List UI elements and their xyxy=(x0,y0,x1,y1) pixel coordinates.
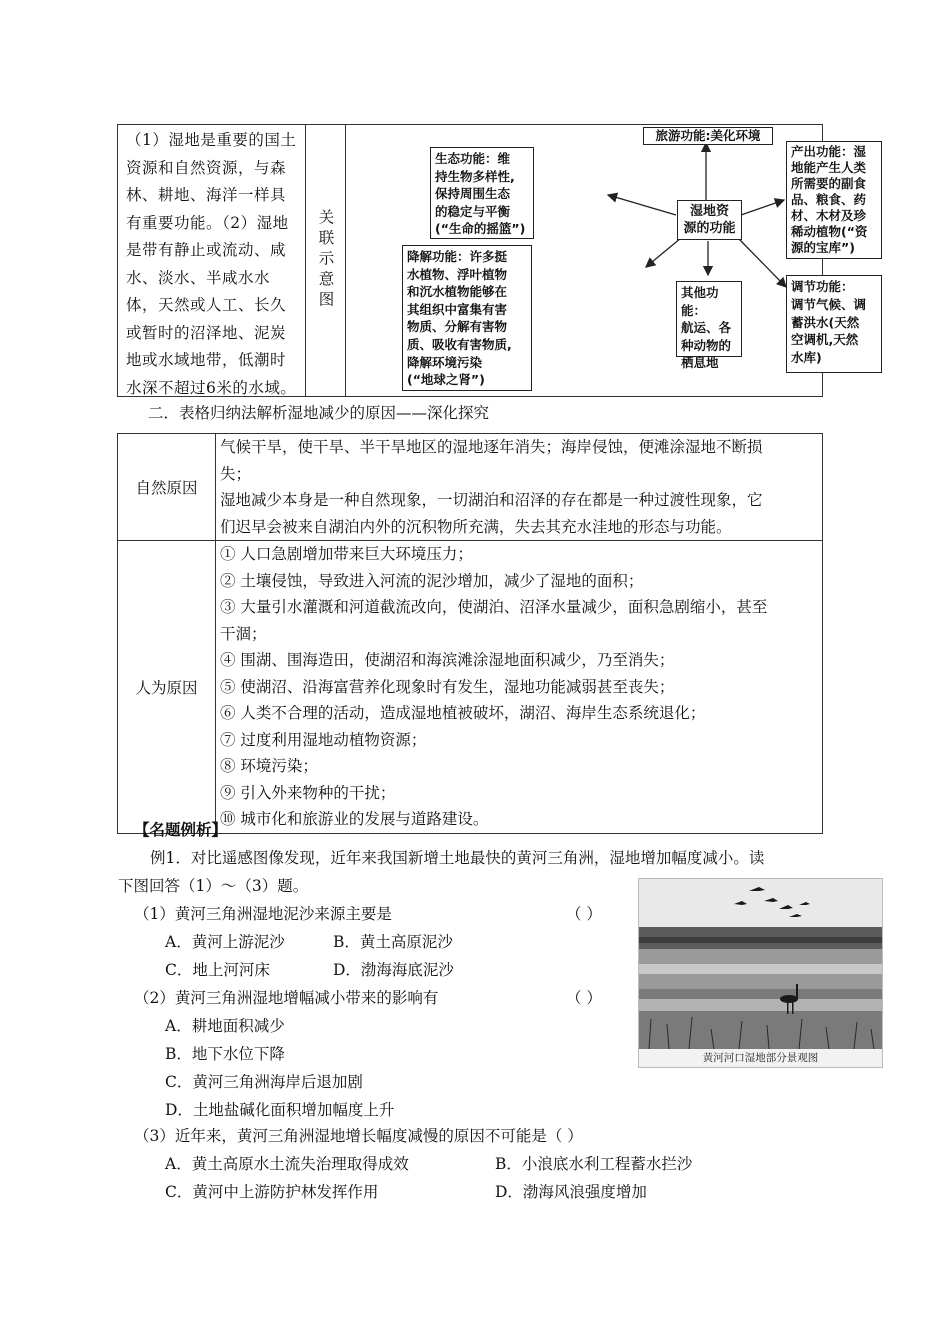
q2-option-b: B．地下水位下降 xyxy=(165,1045,285,1063)
natural-reason-line: 湿地减少本身是一种自然现象，一切湖泊和沼泽的存在都是一种过渡性现象，它 xyxy=(220,491,763,509)
human-reason-line: ⑦ 过度利用湿地动植物资源； xyxy=(220,730,427,749)
q1-option-d: D．渤海海底泥沙 xyxy=(333,961,454,979)
q1-option-c: C．地上河河床 xyxy=(165,961,270,979)
human-reason-line: ④ 围湖、围海造田，使湖沼和海滨滩涂湿地面积减少，乃至消失； xyxy=(220,651,675,669)
question-1-answer-bracket: （ ） xyxy=(566,905,602,923)
regulation-function-box: 调节功能： 调节气候、调 蓄洪水(天然 空调机,天然 水库) xyxy=(786,275,882,373)
question-2-answer-bracket: （ ） xyxy=(566,989,602,1007)
question-3: （3）近年来，黄河三角洲湿地增长幅度减慢的原因不可能是（ ） xyxy=(134,1127,583,1145)
human-reason-text xyxy=(216,541,823,834)
definition-line: （1）湿地是重要的国 xyxy=(126,131,281,149)
q3-option-d: D．渤海风浪强度增加 xyxy=(495,1183,647,1201)
human-reason-line: ⑤ 使湖沼、沿海富营养化现象时有发生，湿地功能减弱甚至丧失； xyxy=(220,677,675,696)
wetland-function-diagram xyxy=(346,125,868,396)
definition-line: 带，低潮时水深不超过 xyxy=(126,351,287,397)
definition-line: 6米的水域。 xyxy=(206,378,297,397)
definition-line: 或流动、咸水、淡水、 xyxy=(126,241,287,287)
natural-reason-line: 气候干旱，使干旱、半干旱地区的湿地逐年消失；海岸侵蚀，便滩涂湿地不断损 xyxy=(220,438,763,456)
natural-reason-line: 们迟早会被来自湖泊内外的沉积物所充满，失去其充水洼地的形态与功能。 xyxy=(220,517,732,536)
human-reason-line: ⑩ 城市化和旅游业的发展与道路建设。 xyxy=(220,810,489,828)
definition-line: 半咸水水体，天然或 xyxy=(126,268,271,314)
question-1: （1）黄河三角洲湿地泥沙来源主要是 xyxy=(134,905,392,923)
q2-option-a: A．耕地面积减少 xyxy=(165,1017,285,1035)
human-reason-line: ② 土壤侵蚀，导致进入河流的泥沙增加，减少了湿地的面积； xyxy=(220,571,644,590)
question-2: （2）黄河三角洲湿地增幅减小带来的影响有 xyxy=(134,989,439,1007)
human-reason-line: ① 人口急剧增加带来巨大环境压力； xyxy=(220,545,473,563)
relation-diagram-label: 关联示意图 xyxy=(316,209,335,312)
human-reason-line: ⑥ 人类不合理的活动，造成湿地植被破坏，湖沼、海岸生态系统退化； xyxy=(220,704,706,722)
human-reason-row xyxy=(118,541,823,834)
human-reason-line: 干涸； xyxy=(220,624,267,643)
q3-option-c: C．黄河中上游防护林发挥作用 xyxy=(165,1183,379,1201)
q3-option-a: A．黄土高原水土流失治理取得成效 xyxy=(165,1155,409,1173)
q2-option-d: D．土地盐碱化面积增加幅度上升 xyxy=(165,1101,395,1119)
photo-caption: 黄河河口湿地部分景观图 xyxy=(702,1052,819,1064)
yellow-river-estuary-photo xyxy=(638,878,883,1068)
natural-reason-line: 失； xyxy=(220,464,252,483)
example-heading: 【名题例析】 xyxy=(134,820,228,839)
wetland-reduction-reasons-table xyxy=(117,433,823,834)
example-intro-line2: 下图回答（1）～（3）题。 xyxy=(118,877,309,895)
definition-line: 与森林、耕地、海洋一 xyxy=(126,158,287,204)
human-reason-label: 人为原因 xyxy=(118,541,216,834)
example-intro-line1: 例1．对比遥感图像发现，近年来我国新增土地最快的黄河三角洲，湿地增加幅度减小。读 xyxy=(150,849,765,867)
section-heading: 二．表格归纳法解析湿地减少的原因——深化探究 xyxy=(148,404,490,422)
definition-line: 样具有重要功能。 xyxy=(126,186,287,232)
definition-line: 人工、长久或暂时的沼 xyxy=(126,296,287,342)
q1-option-b: B．黄土高原泥沙 xyxy=(333,933,453,951)
natural-reason-text xyxy=(216,434,823,541)
ecology-function-box: 生态功能：维 持生物多样性, 保持周围生态 的稳定与平衡 (“生命的摇篮”) xyxy=(430,147,534,239)
wetland-definition-text xyxy=(118,125,306,396)
degradation-function-box: 降解功能：许多挺 水植物、浮叶植物 和沉水植物能够在 其组织中富集有害 物质、分解有害物 质、吸收有害物质, 降解环境污染 (“地球之肾”) xyxy=(402,245,532,391)
center-function-box: 湿地资 源的功能 xyxy=(677,200,742,240)
production-function-box: 产出功能：湿 地能产生人类 所需要的副食 品、粮食、药 材、木材及珍 稀动植物(“资 源的宝库”) xyxy=(786,141,882,259)
definition-line: 土资源和自然资源， xyxy=(126,131,297,177)
q1-option-a: A．黄河上游泥沙 xyxy=(165,933,285,951)
human-reason-line: ③ 大量引水灌溉和河道截流改向，使湖泊、沼泽水量减少，面积急剧缩小，甚至 xyxy=(220,598,768,616)
human-reason-line: ⑧ 环境污染； xyxy=(220,757,318,775)
definition-line: （2）湿地是带有静止 xyxy=(126,213,289,259)
q2-option-c: C．黄河三角洲海岸后退加剧 xyxy=(165,1073,363,1091)
other-function-box: 其他功能： 航运、各 种动物的 栖息地 xyxy=(676,281,742,357)
human-reason-line: ⑨ 引入外来物种的干扰； xyxy=(220,783,396,802)
wetland-landscape-image xyxy=(639,879,882,1049)
wetland-definition-table xyxy=(117,124,868,397)
relation-diagram-label-cell xyxy=(306,125,346,396)
tourism-function-box: 旅游功能:美化环境 xyxy=(643,127,773,145)
natural-reason-row xyxy=(118,434,823,541)
natural-reason-label: 自然原因 xyxy=(118,434,216,541)
q3-option-b: B．小浪底水利工程蓄水拦沙 xyxy=(495,1155,693,1173)
definition-line: 泽地、泥炭地或水域地 xyxy=(126,323,287,369)
